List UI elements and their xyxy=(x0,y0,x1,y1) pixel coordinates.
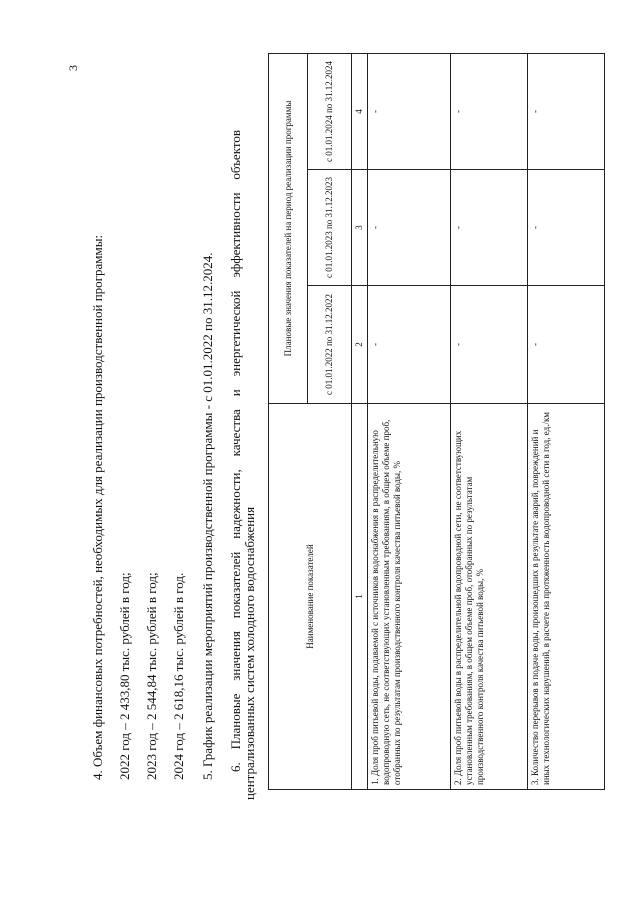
indicator-value: - xyxy=(528,170,605,286)
page-number: 3 xyxy=(66,65,80,71)
period-header-2023: с 01.01.2023 по 31.12.2023 xyxy=(308,170,352,286)
indicator-value: - xyxy=(451,286,528,404)
schedule-paragraph: 5. График реализации мероприятий производственной программы - с 01.01.2022 по 31.12.2024. xyxy=(200,252,215,780)
column-number: 2 xyxy=(352,286,368,404)
indicators-paragraph-line-2: централизованных систем холодного водоснабжения xyxy=(242,506,257,800)
indicator-value: - xyxy=(528,53,605,169)
column-number: 1 xyxy=(352,404,368,790)
indicator-name-header: Наименование показателей xyxy=(269,404,352,790)
financial-needs-2022: 2022 год – 2 433,80 тыс. рублей в год; xyxy=(117,572,132,780)
table-row xyxy=(528,53,605,789)
financial-needs-2024: 2024 год – 2 618,16 тыс. рублей в год. xyxy=(171,572,186,780)
indicator-value: - xyxy=(368,53,451,169)
indicator-value: - xyxy=(451,53,528,169)
indicator-value: - xyxy=(368,170,451,286)
indicator-name: 2. Доля проб питьевой воды в распределительной водопроводной сети, не соответствующих установленным требованиям, в общем объеме проб, отобранных по результатам производственного контроля качества питьевой воды, % xyxy=(451,404,528,790)
table-row xyxy=(451,53,528,789)
financial-needs-heading: 4. Объем финансовых потребностей, необходимых для реализации производственной программы: xyxy=(90,234,105,780)
indicator-value: - xyxy=(528,286,605,404)
indicators-paragraph xyxy=(229,130,257,800)
financial-needs-2023: 2023 год – 2 544,84 тыс. рублей в год; xyxy=(144,572,159,780)
indicators-paragraph-line-1: 6. Плановые значения показателей надежности, качества и энергетической эффективности объектов xyxy=(228,130,243,772)
indicator-name: 1. Доля проб питьевой воды, подаваемой с источников водоснабжения в распределительную водопроводную сеть, не соответствующих установленным требованиям, в общем объеме проб, отобранных по результатам производственного контроля качества питьевой воды, % xyxy=(368,404,451,790)
indicators-table xyxy=(268,53,605,790)
period-header-2022: с 01.01.2022 по 31.12.2022 xyxy=(308,286,352,404)
planned-values-header: Плановые значения показателей на период реализации программы xyxy=(269,53,308,403)
column-number: 4 xyxy=(352,53,368,169)
period-header-2024: с 01.01.2024 по 31.12.2024 xyxy=(308,53,352,169)
indicator-value: - xyxy=(451,170,528,286)
indicator-value: - xyxy=(368,286,451,404)
column-number: 3 xyxy=(352,170,368,286)
indicator-name: 3. Количество перерывов в подаче воды, произошедших в результате аварий, повреждений и иных технологических нарушений, в расчете на протяженность водопроводной сети в год, ед./км xyxy=(528,404,605,790)
table-row xyxy=(368,53,451,789)
